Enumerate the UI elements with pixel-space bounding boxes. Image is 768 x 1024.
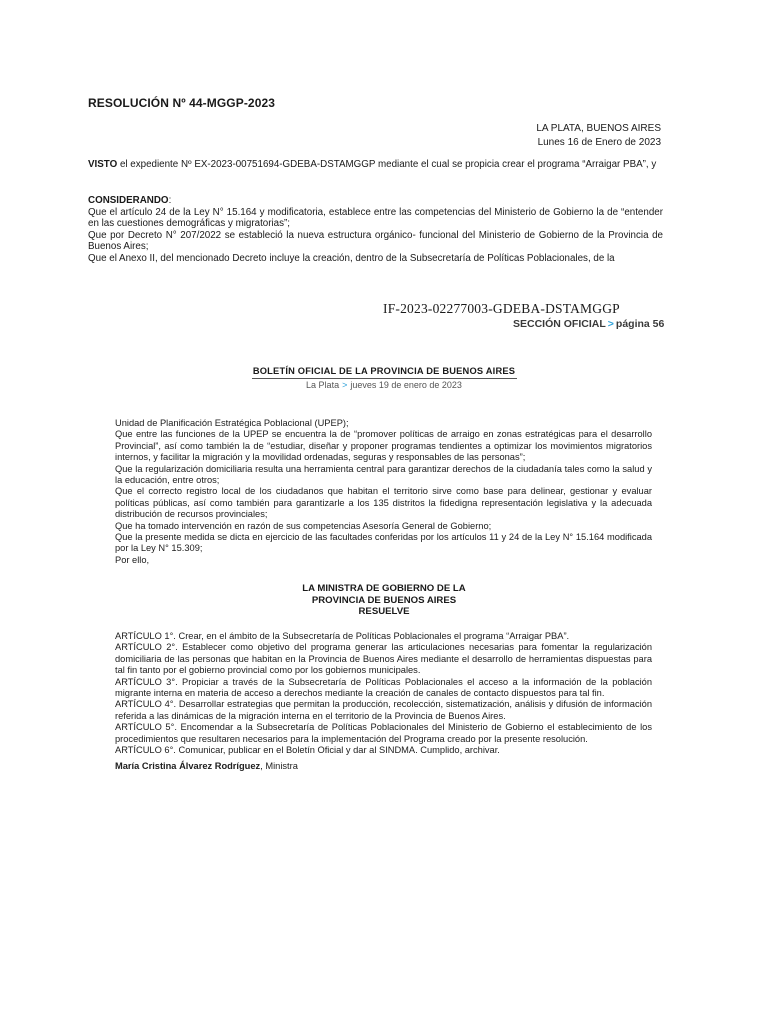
boletin-date: jueves 19 de enero de 2023 bbox=[350, 380, 462, 390]
boletin-title: BOLETÍN OFICIAL DE LA PROVINCIA DE BUENOS AIRES bbox=[252, 366, 516, 376]
signatory-role: , Ministra bbox=[260, 761, 298, 771]
signatory-name: María Cristina Álvarez Rodríguez bbox=[115, 761, 261, 771]
considerando-heading bbox=[88, 195, 663, 207]
resolve-line-1: LA MINISTRA DE GOBIERNO DE LA bbox=[302, 583, 466, 594]
place: LA PLATA, BUENOS AIRES bbox=[536, 123, 661, 134]
article-paragraph: ARTÍCULO 3°. Propiciar a través de la Subsecretaría de Políticas Poblacionales el acceso a la información de la población migrante interna en materia de acceso a derechos mediante la creación de canales de contacto dispuestos para tal fin. bbox=[115, 676, 652, 699]
page-number: página 56 bbox=[615, 318, 665, 330]
boletin-date-line bbox=[0, 380, 768, 390]
section-name: SECCIÓN OFICIAL bbox=[513, 318, 606, 330]
resolve-line-3: RESUELVE bbox=[358, 606, 410, 617]
continuation-section bbox=[115, 418, 652, 566]
resolution-title: RESOLUCIÓN Nº 44-MGGP-2023 bbox=[88, 96, 276, 110]
continuation-paragraph: Unidad de Planificación Estratégica Poblacional (UPEP); bbox=[115, 418, 349, 428]
visto-paragraph bbox=[88, 159, 663, 171]
article-paragraph: ARTÍCULO 4°. Desarrollar estrategias que permitan la producción, recolección, sistematización, análisis y difusión de información referida a las dinámicas de la migración interna en el territorio de la Provincia de Buenos Aires. bbox=[115, 699, 652, 721]
visto-text: el expediente Nº EX-2023-00751694-GDEBA-DSTAMGGP mediante el cual se propicia crear el programa “Arraigar PBA”, y bbox=[117, 159, 657, 170]
place-date bbox=[536, 122, 661, 150]
continuation-paragraph: Por ello, bbox=[115, 554, 150, 565]
considerando-paragraph: Que el artículo 24 de la Ley N° 15.164 y modificatoria, establece entre las competencias del Ministerio de Gobierno la de “entender en las cuestiones demográficas y migratorias”; bbox=[88, 206, 663, 230]
considerando-label: CONSIDERANDO bbox=[88, 195, 169, 206]
continuation-paragraph: Que la regularización domiciliaria resulta una herramienta central para garantizar derechos de la ciudadanía tales como la salud y la educación, entre otros; bbox=[115, 463, 652, 486]
boletin-underline bbox=[252, 378, 517, 379]
articles-section bbox=[115, 631, 652, 756]
resolve-header bbox=[0, 583, 768, 618]
continuation-paragraph: Que entre las funciones de la UPEP se encuentra la de “promover políticas de arraigo en zonas estratégicas para el desarrollo Provincial”, así como también la de “estudiar, diseñar y proponer programas tendientes a optimizar los movimientos migratorios internos, y facilitar la migración y la movilidad ordenadas, seguras y responsables de las personas”; bbox=[115, 429, 652, 463]
continuation-paragraph: Que el correcto registro local de los ciudadanos que habitan el territorio sirve como base para delinear, gestionar y evaluar políticas públicas, así como también para garantizarle a los 135 distritos la fidedigna representación legislativa y la adecuada distribución de recursos provinciales; bbox=[115, 486, 652, 520]
continuation-paragraph: Que la presente medida se dicta en ejercicio de las facultades conferidas por los artículos 11 y 24 de la Ley N° 15.164 modificada por la Ley N° 15.309; bbox=[115, 532, 652, 554]
chevron-right-icon: > bbox=[607, 318, 614, 330]
article-paragraph: ARTÍCULO 6°. Comunicar, publicar en el Boletín Oficial y dar al SINDMA. Cumplido, archivar. bbox=[115, 745, 500, 756]
chevron-right-icon: > bbox=[342, 380, 348, 390]
date: Lunes 16 de Enero de 2023 bbox=[537, 137, 661, 148]
continuation-paragraph: Que ha tomado intervención en razón de sus competencias Asesoría General de Gobierno; bbox=[115, 520, 492, 531]
considerando-section bbox=[88, 195, 663, 265]
considerando-paragraph: Que por Decreto N° 207/2022 se estableció la nueva estructura orgánico- funcional del Ministerio de Gobierno de la Provincia de Buenos Aires; bbox=[88, 229, 663, 253]
signature-line bbox=[115, 761, 298, 771]
boletin-city: La Plata bbox=[306, 380, 340, 390]
section-page-label bbox=[513, 318, 664, 330]
considerando-paragraph: Que el Anexo II, del mencionado Decreto incluye la creación, dentro de la Subsecretaría de Políticas Poblacionales, de la bbox=[88, 252, 615, 264]
if-document-number: IF-2023-02277003-GDEBA-DSTAMGGP bbox=[383, 301, 620, 316]
resolve-line-2: PROVINCIA DE BUENOS AIRES bbox=[311, 594, 457, 606]
considerando-colon: : bbox=[168, 195, 172, 206]
article-paragraph: ARTÍCULO 5°. Encomendar a la Subsecretaría de Políticas Poblacionales del Ministerio de Gobierno el establecimiento de los procedimientos que resultaren necesarios para la implementación del Programa creado por la presente resolución. bbox=[115, 722, 652, 744]
visto-label: VISTO bbox=[88, 159, 118, 170]
article-paragraph: ARTÍCULO 1°. Crear, en el ámbito de la Subsecretaría de Políticas Poblacionales el programa “Arraigar PBA”. bbox=[115, 631, 570, 641]
article-paragraph: ARTÍCULO 2°. Establecer como objetivo del programa generar las articulaciones necesarias para fomentar la regularización domiciliaria de las personas que habitan en la Provincia de Buenos Aires mediante el desarrollo de herramientas dispuestas para tal fin tanto por el gobierno provincial como por los gobiernos municipales. bbox=[115, 642, 652, 676]
